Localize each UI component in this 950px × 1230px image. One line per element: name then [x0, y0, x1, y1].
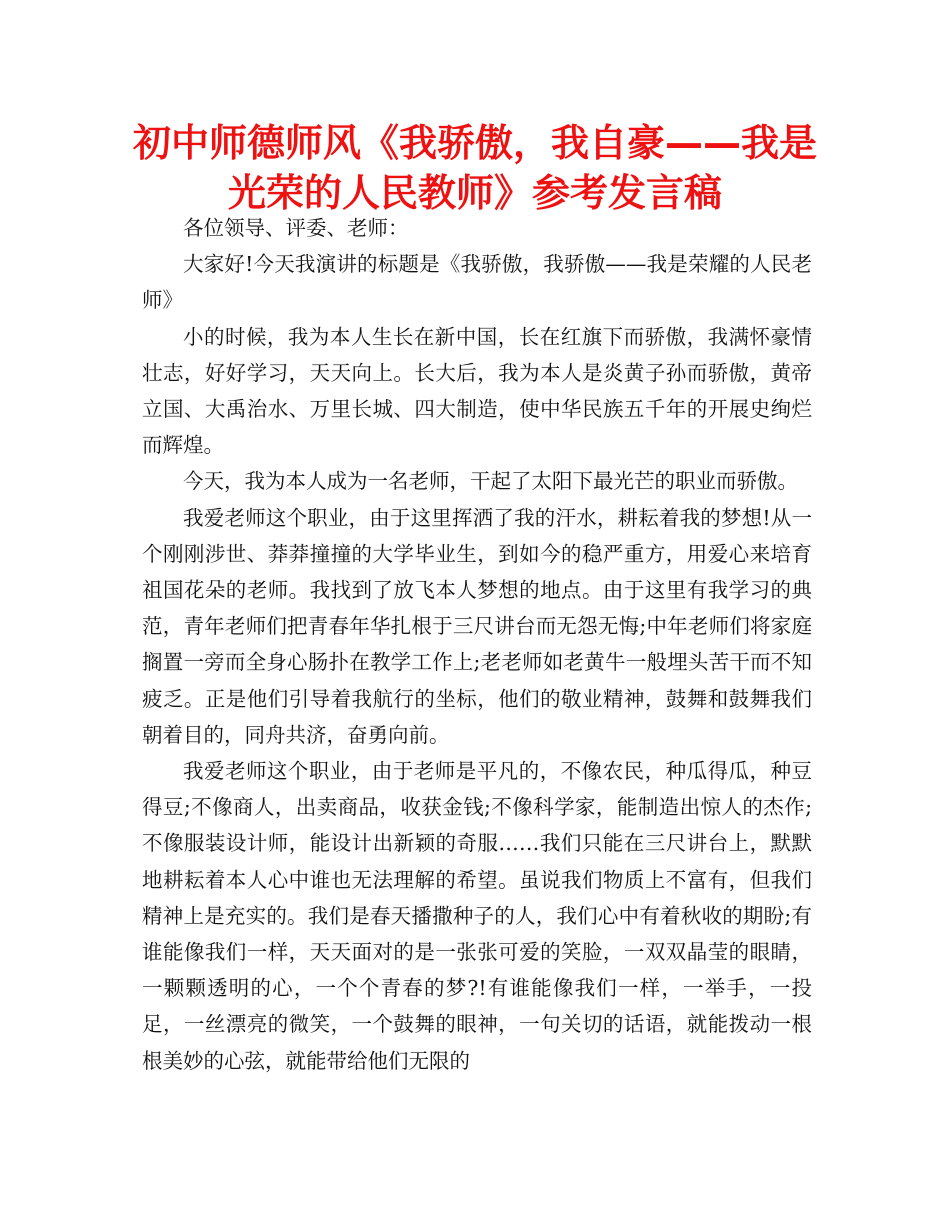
title-line-2: 光荣的人民教师》参考发言稿 [227, 171, 722, 215]
paragraph-childhood: 小的时候，我为本人生长在新中国，长在红旗下而骄傲，我满怀豪情壮志，好好学习，天天向上。长大后，我为本人是炎黄子孙而骄傲，黄帝立国、大禹治水、万里长城、四大制造，使中华民族五千年的开展史绚烂而辉煌。 [142, 324, 812, 458]
document-body [142, 210, 812, 1079]
paragraph-today: 今天，我为本人成为一名老师，干起了太阳下最光芒的职业而骄傲。 [183, 469, 798, 494]
paragraph-love-profession-2: 我爱老师这个职业，由于老师是平凡的，不像农民，种瓜得瓜，种豆得豆;不像商人，出卖商品，收获金钱;不像科学家，能制造出惊人的杰作;不像服装设计师，能设计出新颖的奇服……我们只能在三尺讲台上，默默地耕耘着本人心中谁也无法理解的希望。虽说我们物质上不富有，但我们精神上是充实的。我们是春天播撒种子的人，我们心中有着秋收的期盼;有谁能像我们一样，天天面对的是一张张可爱的笑脸，一双双晶莹的眼睛，一颗颗透明的心，一个个青春的梦?!有谁能像我们一样，一举手，一投足，一丝漂亮的微笑，一个鼓舞的眼神，一句关切的话语，就能拨动一根根美妙的心弦，就能带给他们无限的 [142, 759, 812, 1073]
paragraph-greeting: 大家好!今天我演讲的标题是《我骄傲，我骄傲——我是荣耀的人民老师》 [142, 252, 812, 313]
title-line-1: 初中师德师风《我骄傲，我自豪——我是 [132, 121, 817, 165]
salutation: 各位领导、评委、老师： [183, 216, 409, 240]
document-title [110, 118, 840, 218]
paragraph-love-profession-1: 我爱老师这个职业，由于这里挥洒了我的汗水，耕耘着我的梦想!从一个刚刚涉世、莽莽撞撞的大学毕业生，到如今的稳严重方，用爱心来培育祖国花朵的老师。我找到了放飞本人梦想的地点。由于这里有我学习的典范，青年老师们把青春年华扎根于三尺讲台而无怨无悔;中年老师们将家庭搁置一旁而全身心肠扑在教学工作上;老老师如老黄牛一般埋头苦干而不知疲乏。正是他们引导着我航行的坐标，他们的敬业精神，鼓舞和鼓舞我们朝着目的，同舟共济，奋勇向前。 [142, 505, 812, 747]
